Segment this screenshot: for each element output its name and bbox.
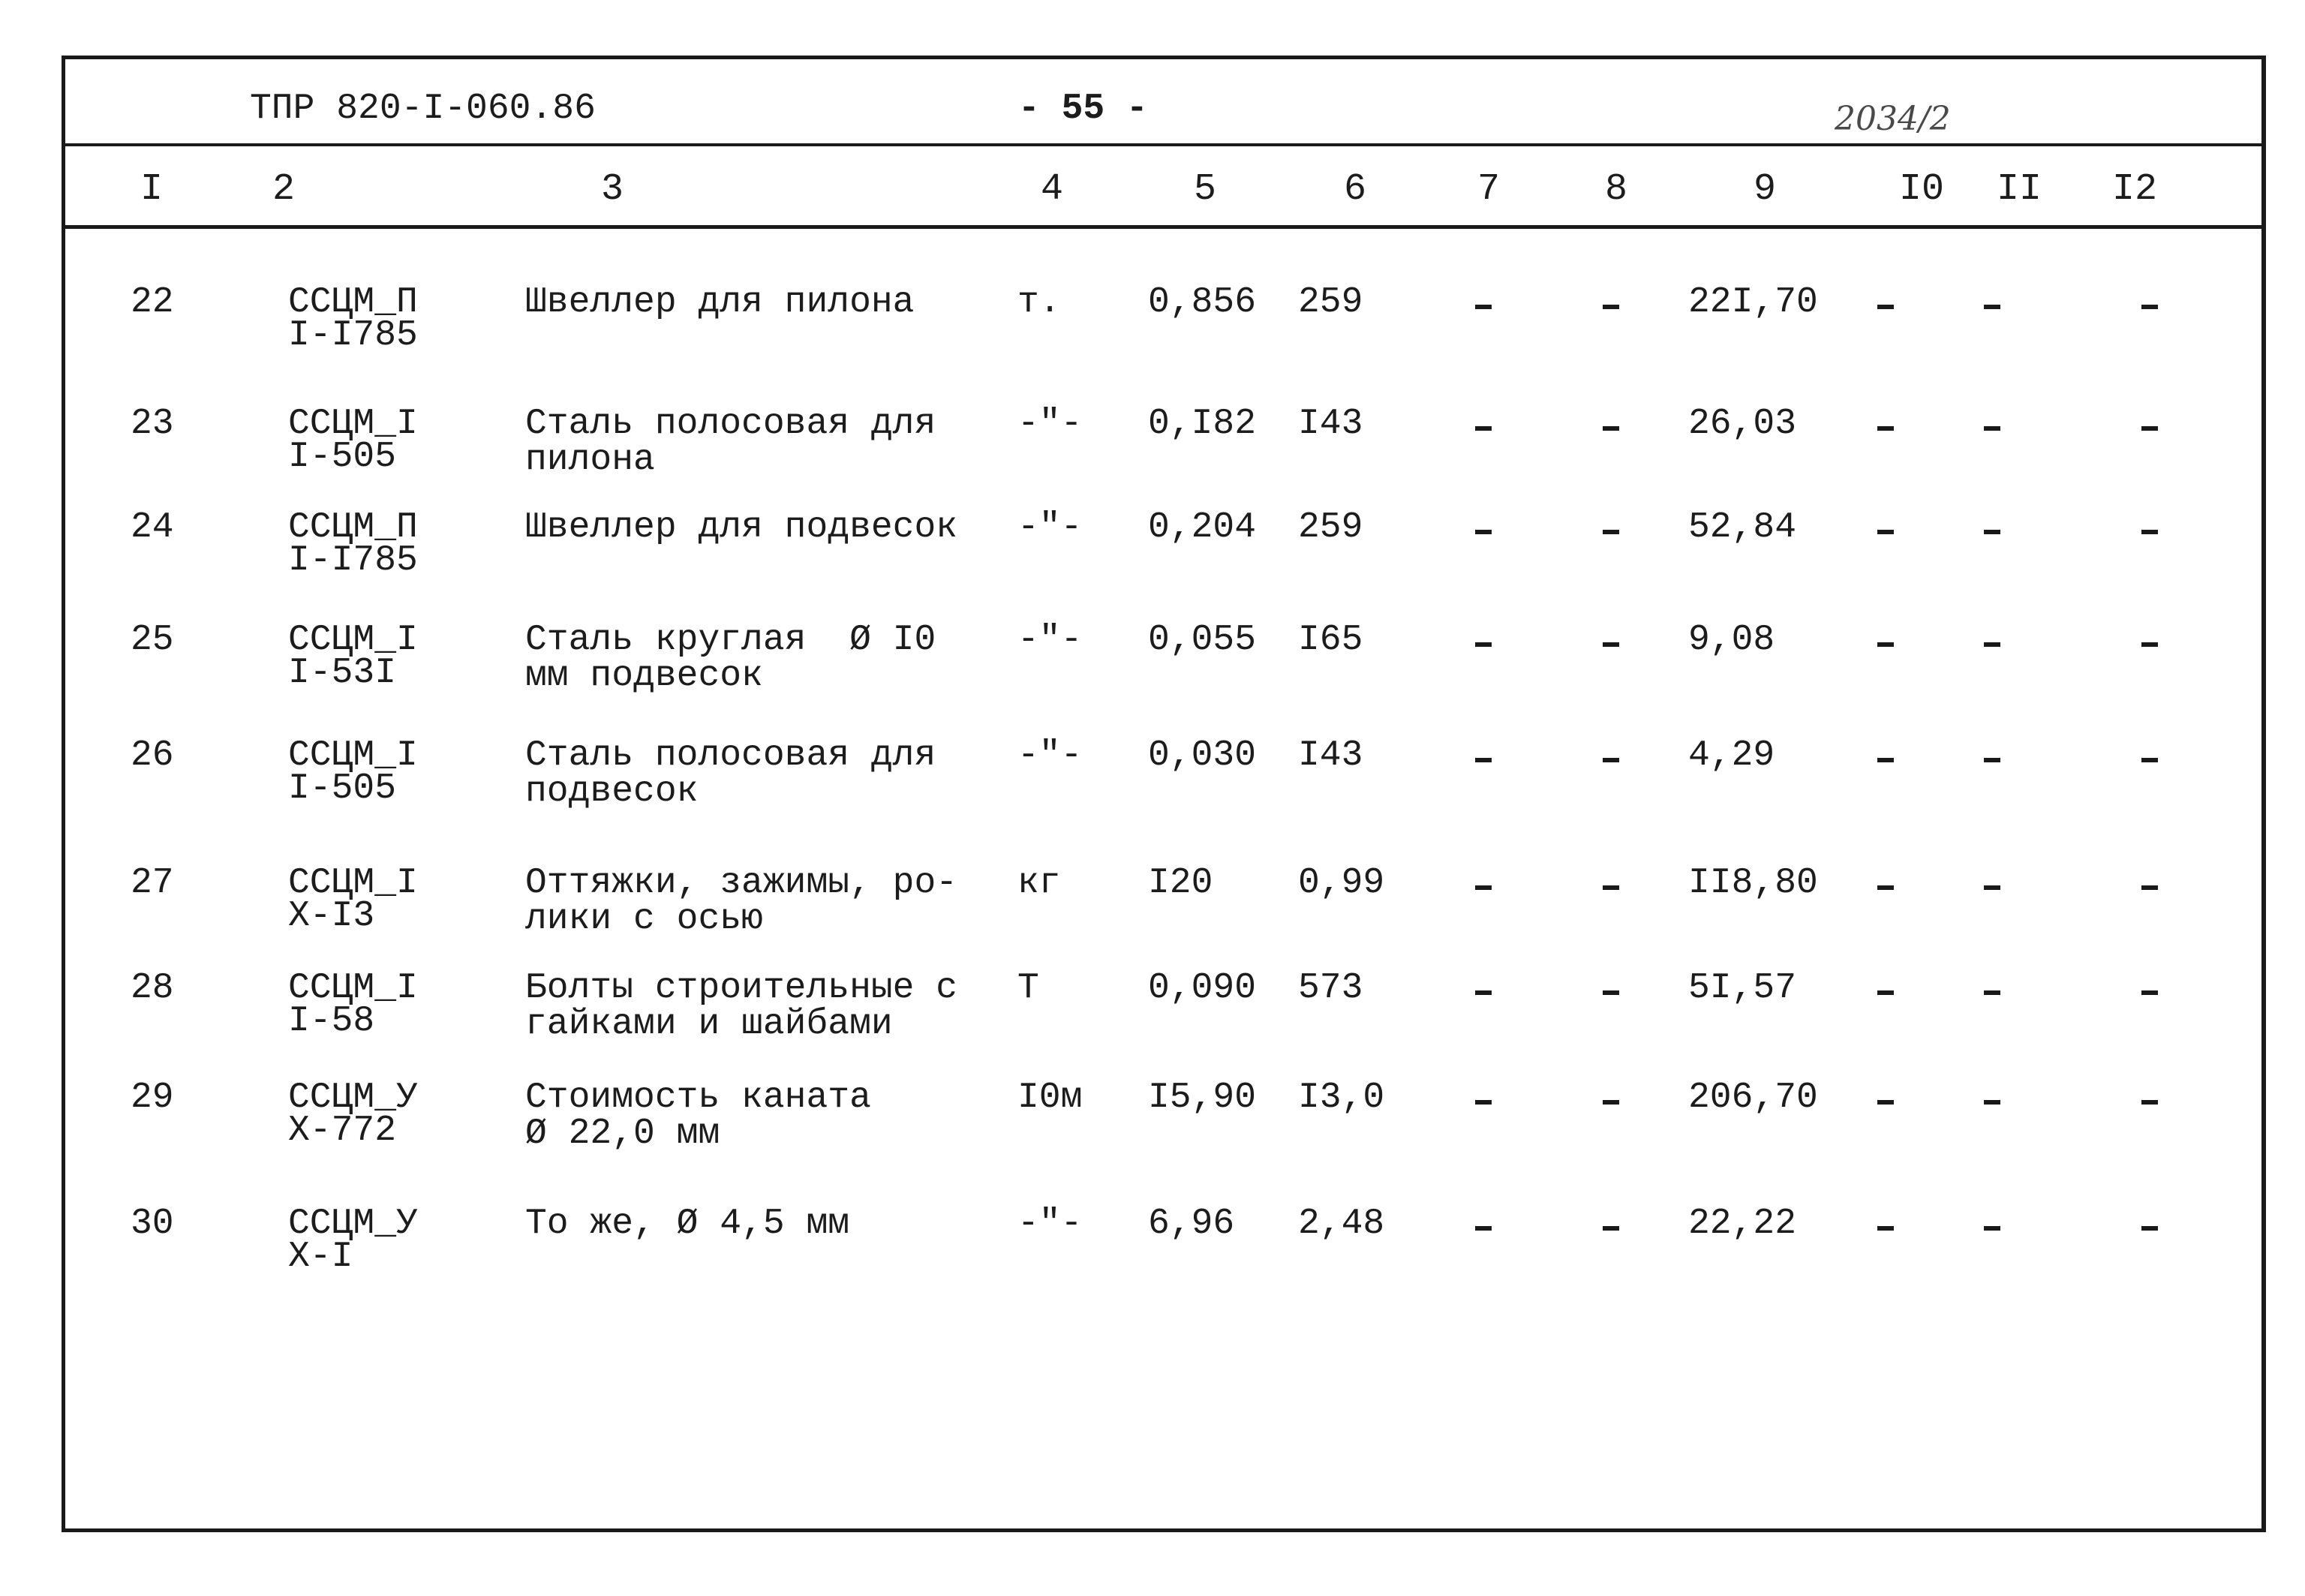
column-8-value	[1603, 530, 1619, 534]
total-cost: II8,80	[1688, 863, 1818, 903]
resource-code: ССЦМ_У	[288, 1204, 418, 1244]
column-number: I0	[1899, 168, 1945, 211]
column-7-value	[1475, 1226, 1492, 1231]
item-name: Болты строительные с	[525, 968, 958, 1008]
unit: -"-	[1017, 735, 1083, 776]
resource-code: ССЦМ_I	[288, 735, 418, 776]
column-7-value	[1475, 990, 1492, 995]
resource-code: ССЦМ_У	[288, 1078, 418, 1118]
row-number: 29	[131, 1078, 174, 1118]
total-cost: 4,29	[1688, 735, 1775, 776]
column-7-value	[1475, 426, 1492, 431]
column-10-value	[1877, 885, 1894, 890]
handwritten-stamp: 2034/2	[1835, 100, 1951, 138]
column-7-value	[1475, 305, 1492, 309]
column-number: 3	[601, 168, 624, 211]
resource-code-line2: Х-772	[288, 1111, 397, 1151]
resource-code: ССЦМ_I	[288, 863, 418, 903]
item-name: Сталь полосовая для	[525, 735, 936, 776]
quantity: 0,090	[1148, 968, 1257, 1008]
column-7-value	[1475, 885, 1492, 890]
column-8-value	[1603, 305, 1619, 309]
total-cost: 22I,70	[1688, 282, 1818, 323]
unit-price: I43	[1298, 735, 1363, 776]
quantity: 6,96	[1148, 1204, 1235, 1244]
resource-code: ССЦМ_I	[288, 968, 418, 1008]
resource-code-line2: Х-I3	[288, 896, 375, 936]
unit: -"-	[1017, 620, 1083, 660]
resource-code-line2: I-505	[288, 437, 397, 477]
unit: кг	[1017, 863, 1061, 903]
item-name: Оттяжки, зажимы, ро-	[525, 863, 958, 903]
resource-code-line2: I-58	[288, 1001, 375, 1041]
column-7-value	[1475, 758, 1492, 762]
document-code: ТПР 820-I-060.86	[250, 89, 596, 129]
unit-price: 259	[1298, 282, 1363, 323]
column-number: II	[1997, 168, 2042, 211]
column-11-value	[1984, 990, 2000, 995]
column-11-value	[1984, 426, 2000, 431]
unit-price: I43	[1298, 404, 1363, 444]
resource-code-line2: I-I785	[288, 540, 418, 581]
resource-code-line2: I-505	[288, 768, 397, 809]
page-number: - 55 -	[1018, 89, 1148, 129]
resource-code-line2: Х-I	[288, 1237, 353, 1277]
column-12-value	[2141, 305, 2158, 309]
item-name-line2: мм подвесок	[525, 656, 763, 696]
column-11-value	[1984, 642, 2000, 647]
unit: I0м	[1017, 1078, 1083, 1118]
column-number: I	[140, 168, 164, 211]
unit-price: 573	[1298, 968, 1363, 1008]
column-10-value	[1877, 530, 1894, 534]
total-cost: 206,70	[1688, 1078, 1818, 1118]
row-number: 30	[131, 1204, 174, 1244]
column-10-value	[1877, 1226, 1894, 1231]
column-8-value	[1603, 1100, 1619, 1105]
row-number: 26	[131, 735, 174, 776]
unit: т.	[1017, 282, 1061, 323]
column-number: 7	[1477, 168, 1501, 211]
unit: Т	[1017, 968, 1039, 1008]
resource-code: ССЦМ_I	[288, 404, 418, 444]
resource-code: ССЦМ_I	[288, 620, 418, 660]
column-10-value	[1877, 426, 1894, 431]
row-number: 27	[131, 863, 174, 903]
item-name: Сталь полосовая для	[525, 404, 936, 444]
row-number: 25	[131, 620, 174, 660]
column-number: 6	[1344, 168, 1367, 211]
column-8-value	[1603, 642, 1619, 647]
column-8-value	[1603, 758, 1619, 762]
item-name: То же, Ø 4,5 мм	[525, 1204, 850, 1244]
column-10-value	[1877, 305, 1894, 309]
column-12-value	[2141, 885, 2158, 890]
item-name: Стоимость каната	[525, 1078, 871, 1118]
column-10-value	[1877, 990, 1894, 995]
column-number: I2	[2112, 168, 2158, 211]
column-number: 5	[1194, 168, 1217, 211]
column-number: 9	[1754, 168, 1777, 211]
item-name: Швеллер для пилона	[525, 282, 915, 323]
unit-price: I65	[1298, 620, 1363, 660]
item-name-line2: Ø 22,0 мм	[525, 1114, 720, 1154]
column-12-value	[2141, 530, 2158, 534]
column-numbers-row	[65, 146, 2261, 229]
unit-price: 2,48	[1298, 1204, 1385, 1244]
row-number: 24	[131, 507, 174, 548]
column-11-value	[1984, 305, 2000, 309]
column-12-value	[2141, 1100, 2158, 1105]
resource-code-line2: I-I785	[288, 315, 418, 356]
column-12-value	[2141, 426, 2158, 431]
item-name: Сталь круглая Ø I0	[525, 620, 936, 660]
resource-code-line2: I-53I	[288, 653, 397, 693]
total-cost: 9,08	[1688, 620, 1775, 660]
column-11-value	[1984, 1100, 2000, 1105]
column-8-value	[1603, 885, 1619, 890]
resource-code: ССЦМ_П	[288, 282, 418, 323]
document-header	[65, 59, 2261, 146]
unit: -"-	[1017, 404, 1083, 444]
column-10-value	[1877, 1100, 1894, 1105]
column-12-value	[2141, 758, 2158, 762]
unit-price: 259	[1298, 507, 1363, 548]
item-name-line2: пилона	[525, 440, 655, 480]
column-7-value	[1475, 530, 1492, 534]
unit: -"-	[1017, 507, 1083, 548]
total-cost: 52,84	[1688, 507, 1797, 548]
quantity: 0,856	[1148, 282, 1257, 323]
row-number: 23	[131, 404, 174, 444]
column-11-value	[1984, 530, 2000, 534]
quantity: I20	[1148, 863, 1213, 903]
column-8-value	[1603, 1226, 1619, 1231]
quantity: I5,90	[1148, 1078, 1257, 1118]
quantity: 0,204	[1148, 507, 1257, 548]
column-11-value	[1984, 885, 2000, 890]
unit: -"-	[1017, 1204, 1083, 1244]
item-name: Швеллер для подвесок	[525, 507, 958, 548]
column-11-value	[1984, 1226, 2000, 1231]
column-11-value	[1984, 758, 2000, 762]
item-name-line2: лики с осью	[525, 899, 763, 939]
column-8-value	[1603, 990, 1619, 995]
quantity: 0,I82	[1148, 404, 1257, 444]
total-cost: 22,22	[1688, 1204, 1797, 1244]
total-cost: 26,03	[1688, 404, 1797, 444]
column-7-value	[1475, 1100, 1492, 1105]
column-number: 8	[1605, 168, 1628, 211]
quantity: 0,030	[1148, 735, 1257, 776]
column-10-value	[1877, 642, 1894, 647]
column-8-value	[1603, 426, 1619, 431]
item-name-line2: гайками и шайбами	[525, 1004, 893, 1044]
item-name-line2: подвесок	[525, 771, 699, 812]
quantity: 0,055	[1148, 620, 1257, 660]
unit-price: 0,99	[1298, 863, 1385, 903]
resource-code: ССЦМ_П	[288, 507, 418, 548]
column-7-value	[1475, 642, 1492, 647]
row-number: 22	[131, 282, 174, 323]
column-number: 2	[272, 168, 296, 211]
row-number: 28	[131, 968, 174, 1008]
unit-price: I3,0	[1298, 1078, 1385, 1118]
column-12-value	[2141, 1226, 2158, 1231]
column-12-value	[2141, 642, 2158, 647]
column-12-value	[2141, 990, 2158, 995]
total-cost: 5I,57	[1688, 968, 1797, 1008]
column-10-value	[1877, 758, 1894, 762]
column-number: 4	[1041, 168, 1064, 211]
